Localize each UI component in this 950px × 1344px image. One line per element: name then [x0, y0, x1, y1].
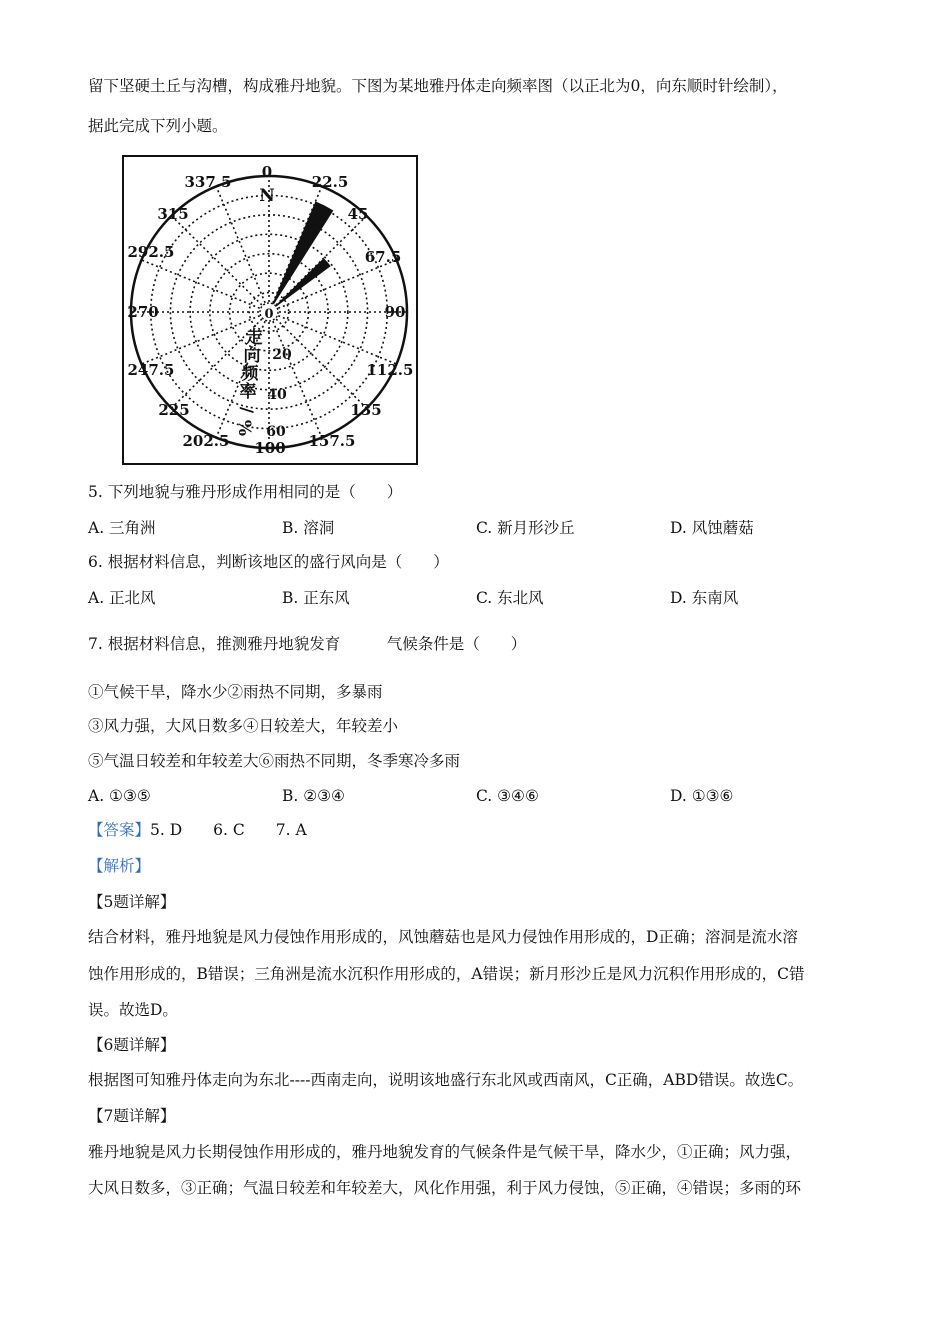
detail-5-title: 【5题详解】 — [88, 893, 176, 911]
q7-option-a[interactable]: A. ①③⑤ — [88, 787, 151, 805]
answer-line — [88, 820, 307, 840]
q7-stem: 7. 根据材料信息，推测雅丹地貌发育 气候条件是（ ） — [88, 635, 527, 653]
radial-axis-title-char: 率 — [239, 382, 257, 402]
direction-label: 112.5 — [366, 361, 414, 379]
direction-label: 0 — [261, 163, 273, 181]
north-label: N — [259, 186, 275, 206]
direction-label: 225 — [158, 401, 190, 419]
center-zero-label: 0 — [264, 307, 274, 322]
q5-stem: 5. 下列地貌与雅丹形成作用相同的是（ ） — [88, 483, 403, 501]
rose-spoke — [142, 260, 269, 312]
detail-6-title: 【6题详解】 — [88, 1036, 176, 1054]
direction-label: 292.5 — [127, 243, 175, 261]
detail-5-line-1: 结合材料，雅丹地貌是风力侵蚀作用形成的，风蚀蘑菇也是风力侵蚀作用形成的，D正确；溶洞是流水溶 — [88, 928, 798, 946]
q7-item-line-1: ①气候干旱，降水少②雨热不同期，多暴雨 — [88, 683, 383, 701]
radial-tick-label: 40 — [267, 387, 287, 403]
direction-label: 45 — [347, 205, 369, 223]
intro-line-2: 据此完成下列小题。 — [88, 117, 228, 135]
direction-label: 135 — [350, 401, 382, 419]
direction-label: 22.5 — [311, 173, 349, 191]
radial-tick-label: 60 — [266, 424, 286, 440]
detail-7-line-2: 大风日数多，③正确；气温日较差和年较差大，风化作用强，利于风力侵蚀，⑤正确，④错误；多雨的环 — [88, 1179, 802, 1197]
answer-tag: 【答案】 — [88, 821, 151, 839]
radial-axis-title-char: 向 — [243, 346, 261, 366]
rose-diagram-svg — [124, 157, 416, 463]
analysis-tag: 【解析】 — [88, 857, 151, 875]
detail-5-line-3: 误。故选D。 — [88, 1001, 178, 1019]
radial-axis-title-char: / — [236, 406, 256, 414]
detail-7-title: 【7题详解】 — [88, 1107, 176, 1125]
rose-spoke — [171, 216, 269, 312]
q5-option-c[interactable]: C. 新月形沙丘 — [476, 519, 575, 537]
answer-text: 5. D 6. C 7. A — [150, 821, 307, 839]
q6-option-b[interactable]: B. 正东风 — [282, 589, 350, 607]
direction-label: 337.5 — [184, 173, 232, 191]
radial-axis-title-char: 走 — [245, 328, 263, 348]
rose-spoke — [269, 312, 322, 438]
detail-6-line-1: 根据图可知雅丹体走向为东北----西南走向，说明该地盛行东北风或西南风，C正确，ABD错误。故选C。 — [88, 1071, 804, 1089]
q5-option-b[interactable]: B. 溶洞 — [282, 519, 335, 537]
q7-option-c[interactable]: C. ③④⑥ — [476, 787, 539, 805]
direction-label: 100 — [254, 439, 286, 457]
intro-line-1: 留下坚硬土丘与沟槽，构成雅丹地貌。下图为某地雅丹体走向频率图（以正北为0，向东顺时针绘制）， — [88, 77, 788, 95]
direction-label: 202.5 — [182, 432, 230, 450]
rose-spoke — [269, 186, 322, 312]
direction-label: 247.5 — [127, 361, 175, 379]
radial-axis-title-char: % — [234, 419, 254, 437]
direction-label: 90 — [384, 303, 406, 321]
direction-label: 67.5 — [364, 248, 402, 266]
q7-item-line-2: ③风力强，大风日数多④日较差大，年较差小 — [88, 717, 399, 735]
q5-option-a[interactable]: A. 三角洲 — [88, 519, 156, 537]
radial-tick-label: 20 — [272, 347, 292, 363]
q7-option-b[interactable]: B. ②③④ — [282, 787, 345, 805]
q6-option-d[interactable]: D. 东南风 — [670, 589, 739, 607]
rose-petal-major — [269, 201, 333, 312]
q7-item-line-3: ⑤气温日较差和年较差大⑥雨热不同期，冬季寒冷多雨 — [88, 752, 461, 770]
detail-7-line-1: 雅丹地貌是风力长期侵蚀作用形成的，雅丹地貌发育的气候条件是气候干旱，降水少，①正确；风力强， — [88, 1143, 802, 1161]
q7-option-d[interactable]: D. ①③⑥ — [670, 787, 734, 805]
direction-label: 157.5 — [308, 432, 356, 450]
radial-axis-title-char: 频 — [241, 364, 259, 384]
yardang-orientation-rose-diagram — [122, 155, 418, 465]
q6-option-c[interactable]: C. 东北风 — [476, 589, 544, 607]
q5-option-d[interactable]: D. 风蚀蘑菇 — [670, 519, 754, 537]
q6-option-a[interactable]: A. 正北风 — [88, 589, 156, 607]
direction-label: 270 — [127, 303, 159, 321]
q6-stem: 6. 根据材料信息，判断该地区的盛行风向是（ ） — [88, 553, 449, 571]
detail-5-line-2: 蚀作用形成的，B错误；三角洲是流水沉积作用形成的，A错误；新月形沙丘是风力沉积作用形成的，C错 — [88, 965, 805, 983]
direction-label: 315 — [157, 205, 189, 223]
